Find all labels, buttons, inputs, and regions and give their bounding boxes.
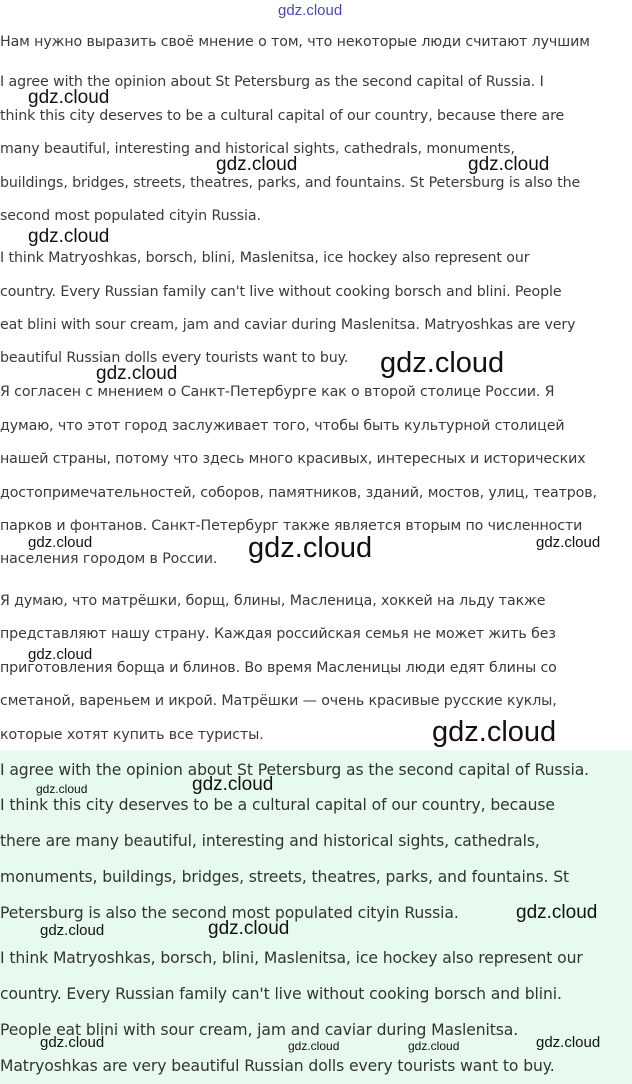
english-2-line: I agree with the opinion about St Petersburg as the second capital of Russia. [0, 761, 590, 779]
watermark: gdz.cloud [28, 534, 93, 551]
english-1-line: beautiful Russian dolls every tourists want to buy. [0, 350, 349, 366]
english-1-line: many beautiful, interesting and historical sights, cathedrals, monuments, [0, 141, 515, 157]
watermark: gdz.cloud [380, 347, 505, 379]
watermark: gdz.cloud [248, 532, 373, 564]
english-2-line: monuments, buildings, bridges, streets, theatres, parks, and fountains. St [0, 868, 570, 886]
english-2-line: Matryoshkas are very beautiful Russian dolls every tourists want to buy. [0, 1057, 555, 1075]
russian-line: сметаной, вареньем и икрой. Матрёшки — очень красивые русские куклы, [0, 693, 557, 709]
watermark: gdz.cloud [288, 1039, 340, 1053]
watermark: gdz.cloud [516, 902, 598, 923]
watermark: gdz.cloud [216, 154, 298, 175]
russian-line: парков и фонтанов. Санкт-Петербург также является вторым по численности [0, 518, 583, 534]
english-1-line: eat blini with sour cream, jam and caviar during Maslenitsa. Matryoshkas are very [0, 317, 576, 333]
english-1-line: think this city deserves to be a cultural capital of our country, because there are [0, 108, 565, 124]
header-line: Нам нужно выразить своё мнение о том, что некоторые люди считают лучшим [0, 34, 590, 50]
english-1-line: country. Every Russian family can't live without cooking borsch and blini. People [0, 284, 562, 300]
english-2-line: country. Every Russian family can't live without cooking borsch and blini. [0, 985, 562, 1003]
english-2-line: People eat blini with sour cream, jam and caviar during Maslenitsa. [0, 1021, 519, 1039]
watermark: gdz.cloud [28, 646, 93, 663]
russian-line: приготовления борща и блинов. Во время Масленицы люди едят блины со [0, 660, 557, 676]
watermark: gdz.cloud [40, 1034, 105, 1051]
watermark: gdz.cloud [40, 922, 105, 939]
watermark: gdz.cloud [536, 1034, 601, 1051]
watermark-top: gdz.cloud [278, 2, 343, 19]
russian-line: представляют нашу страну. Каждая российская семья не может жить без [0, 626, 556, 642]
english-2-line: I think Matryoshkas, borsch, blini, Maslenitsa, ice hockey also represent our [0, 949, 583, 967]
russian-line: населения городом в России. [0, 551, 218, 567]
russian-line: достопримечательностей, соборов, памятников, зданий, мостов, улиц, театров, [0, 485, 597, 501]
watermark: gdz.cloud [96, 363, 178, 384]
watermark: gdz.cloud [432, 716, 557, 748]
russian-line: нашей страны, потому что здесь много красивых, интересных и исторических [0, 451, 586, 467]
english-1-line: I think Matryoshkas, borsch, blini, Maslenitsa, ice hockey also represent our [0, 250, 530, 266]
watermark: gdz.cloud [192, 774, 274, 795]
watermark: gdz.cloud [28, 226, 110, 247]
russian-line: которые хотят купить все туристы. [0, 727, 264, 743]
english-1-line: buildings, bridges, streets, theatres, parks, and fountains. St Petersburg is also the [0, 175, 581, 191]
russian-line: Я согласен с мнением о Санкт-Петербурге как о второй столице России. Я [0, 384, 555, 400]
russian-line: Я думаю, что матрёшки, борщ, блины, Масленица, хоккей на льду также [0, 593, 546, 609]
russian-line: думаю, что этот город заслуживает того, чтобы быть культурной столицей [0, 418, 565, 434]
english-2-line: there are many beautiful, interesting and historical sights, cathedrals, [0, 832, 540, 850]
watermark: gdz.cloud [408, 1039, 460, 1053]
english-1-line: second most populated cityin Russia. [0, 208, 261, 224]
watermark: gdz.cloud [36, 782, 88, 796]
english-2-line: Petersburg is also the second most populated cityin Russia. [0, 904, 459, 922]
watermark: gdz.cloud [208, 918, 290, 939]
english-1-line: I agree with the opinion about St Petersburg as the second capital of Russia. I [0, 74, 544, 90]
watermark: gdz.cloud [536, 534, 601, 551]
english-2-line: I think this city deserves to be a cultural capital of our country, because [0, 796, 555, 814]
watermark: gdz.cloud [28, 87, 110, 108]
watermark: gdz.cloud [468, 154, 550, 175]
